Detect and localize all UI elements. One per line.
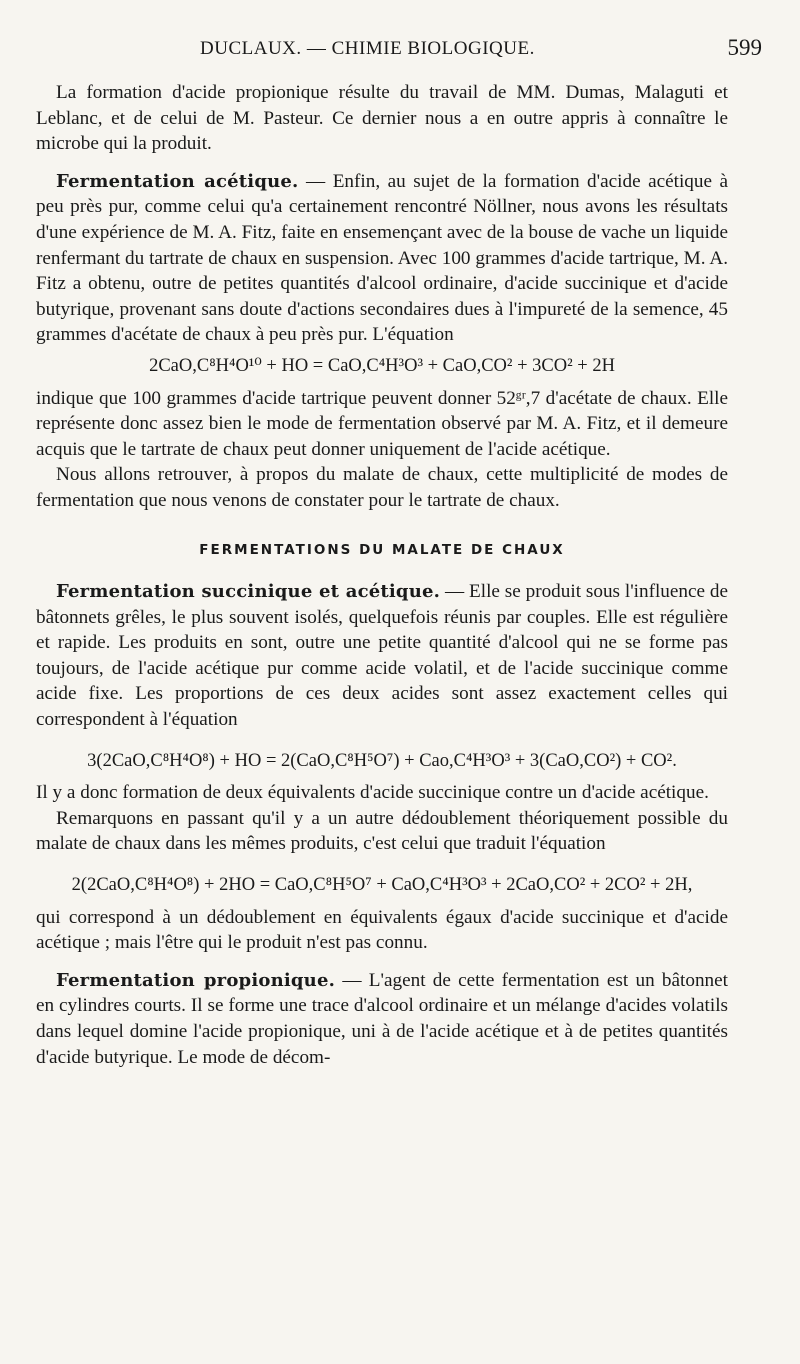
paragraph-text: — L'agent de cette fermentation est un bâtonnet en cylindres courts. Il se forme une trace d'alcool ordinaire et un mélange d'acides volatils dans lequel domine l'acide propionique, uni à de l'acide acétique et à de petites quantités d'acide butyrique. Le mode de décom- xyxy=(36,969,728,1068)
paragraph-propionic-fermentation xyxy=(36,968,728,1070)
equation-tartrate: 2CaO,C⁸H⁴O¹⁰ + HO = CaO,C⁴H³O³ + CaO,CO² + 3CO² + 2H xyxy=(149,355,615,376)
paragraph-other-split: Remarquons en passant qu'il y a un autre dédoublement théoriquement possible du malate de chaux dans les mêmes produits, c'est celui que traduit l'équation xyxy=(36,807,728,855)
paragraph-text: — Enfin, au sujet de la formation d'acide acétique à peu près pur, comme celui qu'a certainement rencontré Nöllner, nous avons les résultats d'une expérience de M. A. Fitz, faite en ensemençant avec de la bouse de vache un liquide renfermant du tartrate de chaux en suspension. Avec 100 grammes d'acide tartrique, M. A. Fitz a obtenu, outre de petites quantités d'alcool ordinaire, d'acide succinique et d'acide butyrique, provenant sans doute d'actions secondaires dues à l'impureté de la semence, 45 grammes d'acétate de chaux à peu près pur. L'équation xyxy=(36,170,728,346)
paragraph-succinic-acetic xyxy=(36,579,728,733)
run-in-heading-acetic: Fermentation acétique. xyxy=(56,170,299,192)
paragraph-propionic-origin: La formation d'acide propionique résulte du travail de MM. Dumas, Malaguti et Leblanc, et de celui de M. Pasteur. Ce dernier nous a en outre appris à connaître le microbe qui la produit. xyxy=(36,82,728,155)
run-in-heading-succinic: Fermentation succinique et acétique. xyxy=(56,581,441,603)
section-title: FERMENTATIONS DU MALATE DE CHAUX xyxy=(199,541,565,558)
run-in-heading-propionic: Fermentation propionique. xyxy=(56,969,336,991)
paragraph-fitz-result: indique que 100 grammes d'acide tartrique peuvent donner 52ᵍʳ,7 d'acétate de chaux. Elle représente donc assez bien le mode de fermentation observé par M. A. Fitz, et il demeure acquis que le tartrate de chaux peut donner uniquement de l'acide acétique. xyxy=(36,387,728,460)
page-number: 599 xyxy=(727,35,762,60)
paragraph-acetic-fermentation xyxy=(36,169,728,348)
equation-malate-2: 2(2CaO,C⁸H⁴O⁸) + 2HO = CaO,C⁸H⁵O⁷ + CaO,C⁴H³O³ + 2CaO,CO² + 2CO² + 2H, xyxy=(71,875,693,896)
page-header xyxy=(60,35,772,68)
paragraph-malate-intro: Nous allons retrouver, à propos du malate de chaux, cette multiplicité de modes de fermentation que nous venons de constater pour le tartrate de chaux. xyxy=(36,464,728,511)
paragraph-two-equivalents: Il y a donc formation de deux équivalents d'acide succinique contre un d'acide acétique. xyxy=(36,782,709,804)
equation-malate-1: 3(2CaO,C⁸H⁴O⁸) + HO = 2(CaO,C⁸H⁵O⁷) + Cao,C⁴H³O³ + 3(CaO,CO²) + CO². xyxy=(87,750,677,771)
paragraph-text: — Elle se produit sous l'influence de bâtonnets grêles, le plus souvent isolés, quelquefois réunis par couples. Elle est régulière et rapide. Les produits en sont, outre une petite quantité d'alcool qui ne se forme pas toujours, de l'acide acétique pur comme acide volatil, et de l'acide succinique comme acide fixe. Les proportions de ces deux acides sont assez exactement celles qui correspondent à l'équation xyxy=(36,581,728,731)
page-body xyxy=(36,80,728,1070)
running-head: DUCLAUX. — CHIMIE BIOLOGIQUE. xyxy=(200,38,535,59)
paragraph-equal-equivalents: qui correspond à un dédoublement en équivalents égaux d'acide succinique et d'acide acétique ; mais l'être qui le produit n'est pas connu. xyxy=(36,906,728,954)
